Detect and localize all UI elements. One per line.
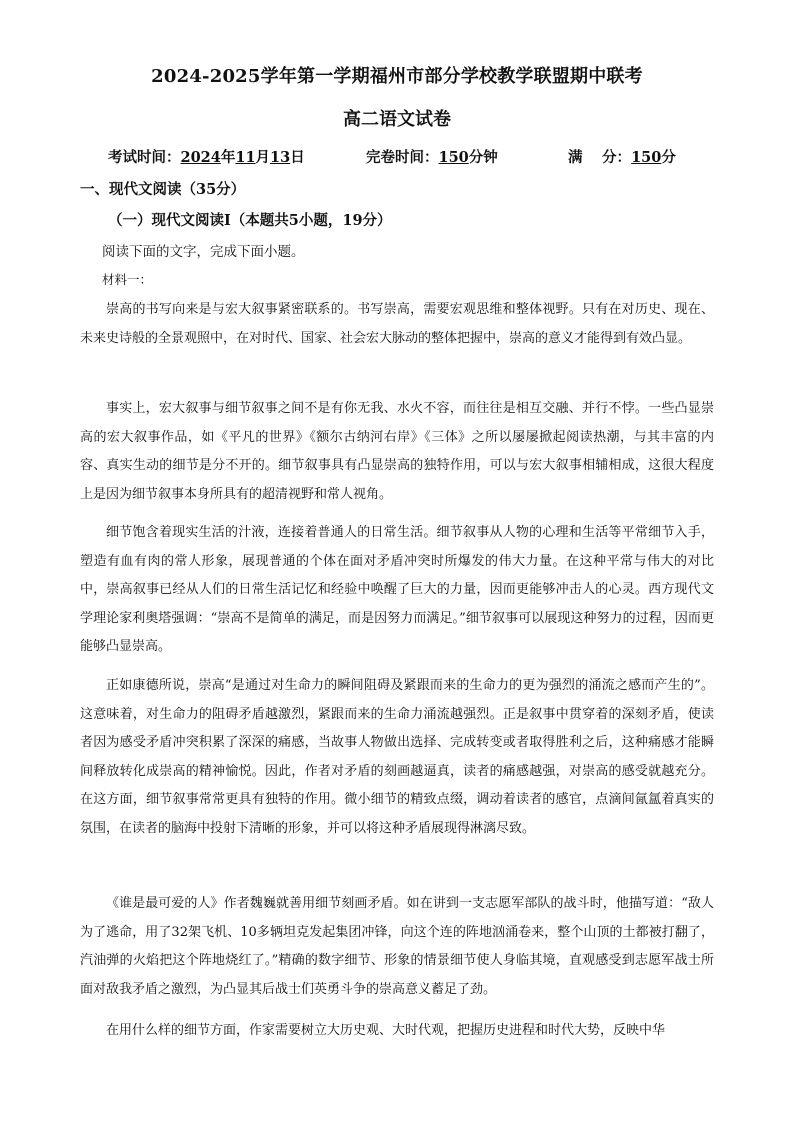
score-label: 满 分： [568,149,632,166]
exam-time-label: 考试时间： [108,149,181,166]
exam-subtitle: 高二语文试卷 [343,109,451,130]
month-char: 月 [255,149,271,166]
paragraph-5: 《谁是最可爱的人》作者魏巍就善用细节刻画矛盾。如在讲到一支志愿军部队的战斗时，他描写道：“敌人为了逃命，用了32架飞机、10多辆坦克发起集团冲锋，向这个连的阵地汹涌卷来，整个山顶的土都被打翻了，汽油弹的火焰把这个阵地烧红了。”精确的数字细节、形象的情景细节使人身临其境，直观感受到志愿军战士所面对敌我矛盾之激烈，为凸显其后战士们英勇斗争的崇高意义蓄足了劲。 [80,896,714,997]
exam-date-line [108,146,305,167]
exam-title: 2024-2025学年第一学期福州市部分学校教学联盟期中联考 [151,66,643,87]
paragraph-3: 细节饱含着现实生活的汁液，连接着普通人的日常生活。细节叙事从人物的心理和生活等平常细节入手，塑造有血有肉的常人形象，展现普通的个体在面对矛盾冲突时所爆发的伟大力量。在这种平常与伟大的对比中，崇高叙事已经从人们的日常生活记忆和经验中唤醒了巨大的力量，因而更能够冲击人的心灵。西方现代文学理论家利奥塔强调：“崇高不是简单的满足，而是因努力而满足。”细节叙事可以展现这种努力的过程，因而更能够凸显崇高。 [80,525,714,655]
section-title: 一、现代文阅读（35分） [80,181,246,198]
paragraph-1: 崇高的书写向来是与宏大叙事紧密联系的。书写崇高，需要宏观思维和整体视野。只有在对历史、现在、未来史诗般的全景观照中，在对时代、国家、社会宏大脉动的整体把握中，崇高的意义才能得到有效凸显。 [80,302,714,346]
exam-day: 13 [270,149,291,166]
duration-label: 完卷时间： [366,149,439,166]
paragraph-2: 事实上，宏大叙事与细节叙事之间不是有你无我、水火不容，而往往是相互交融、并行不悖。一些凸显崇高的宏大叙事作品，如《平凡的世界》《额尔古纳河右岸》《三体》之所以屡屡掀起阅读热潮，与其丰富的内容、真实生动的细节是分不开的。细节叙事具有凸显崇高的独特作用，可以与宏大叙事相辅相成，这很大程度上是因为细节叙事本身所具有的超清视野和常人视角。 [80,401,714,502]
exam-month: 11 [235,149,256,166]
score-value: 150 [631,149,662,166]
duration-unit: 分钟 [468,149,498,166]
year-char: 年 [220,149,236,166]
exam-full-score [568,146,676,167]
paragraph-4: 正如康德所说，崇高“是通过对生命力的瞬间阻碍及紧跟而来的生命力的更为强烈的涌流之感而产生的”。这意味着，对生命力的阻碍矛盾越激烈，紧跟而来的生命力涌流越强烈。正是叙事中贯穿着的深刻矛盾，使读者因为感受矛盾冲突积累了深深的痛感，当故事人物做出选择、完成转变或者取得胜利之后，这种痛感才能瞬间释放转化成崇高的精神愉悦。因此，作者对矛盾的刻画越逼真，读者的痛感越强，对崇高的感受就越充分。在这方面，细节叙事常常更具有独特的作用。微小细节的精致点缀，调动着读者的感官，点滴间氤氲着真实的氛围，在读者的脑海中投射下清晰的形象，并可以将这种矛盾展现得淋漓尽致。 [80,678,714,836]
reading-instruction: 阅读下面的文字，完成下面小题。 [102,244,305,260]
exam-year: 2024 [180,149,221,166]
day-char: 日 [290,149,305,166]
material-label: 材料一： [102,272,153,287]
subsection-title: （一）现代文阅读Ⅰ（本题共5小题，19分） [108,212,392,229]
score-unit: 分 [661,149,676,166]
duration-value: 150 [438,149,469,166]
exam-duration [366,146,498,167]
paragraph-6: 在用什么样的细节方面，作家需要树立大历史观、大时代观，把握历史进程和时代大势，反映中华 [106,1023,666,1038]
